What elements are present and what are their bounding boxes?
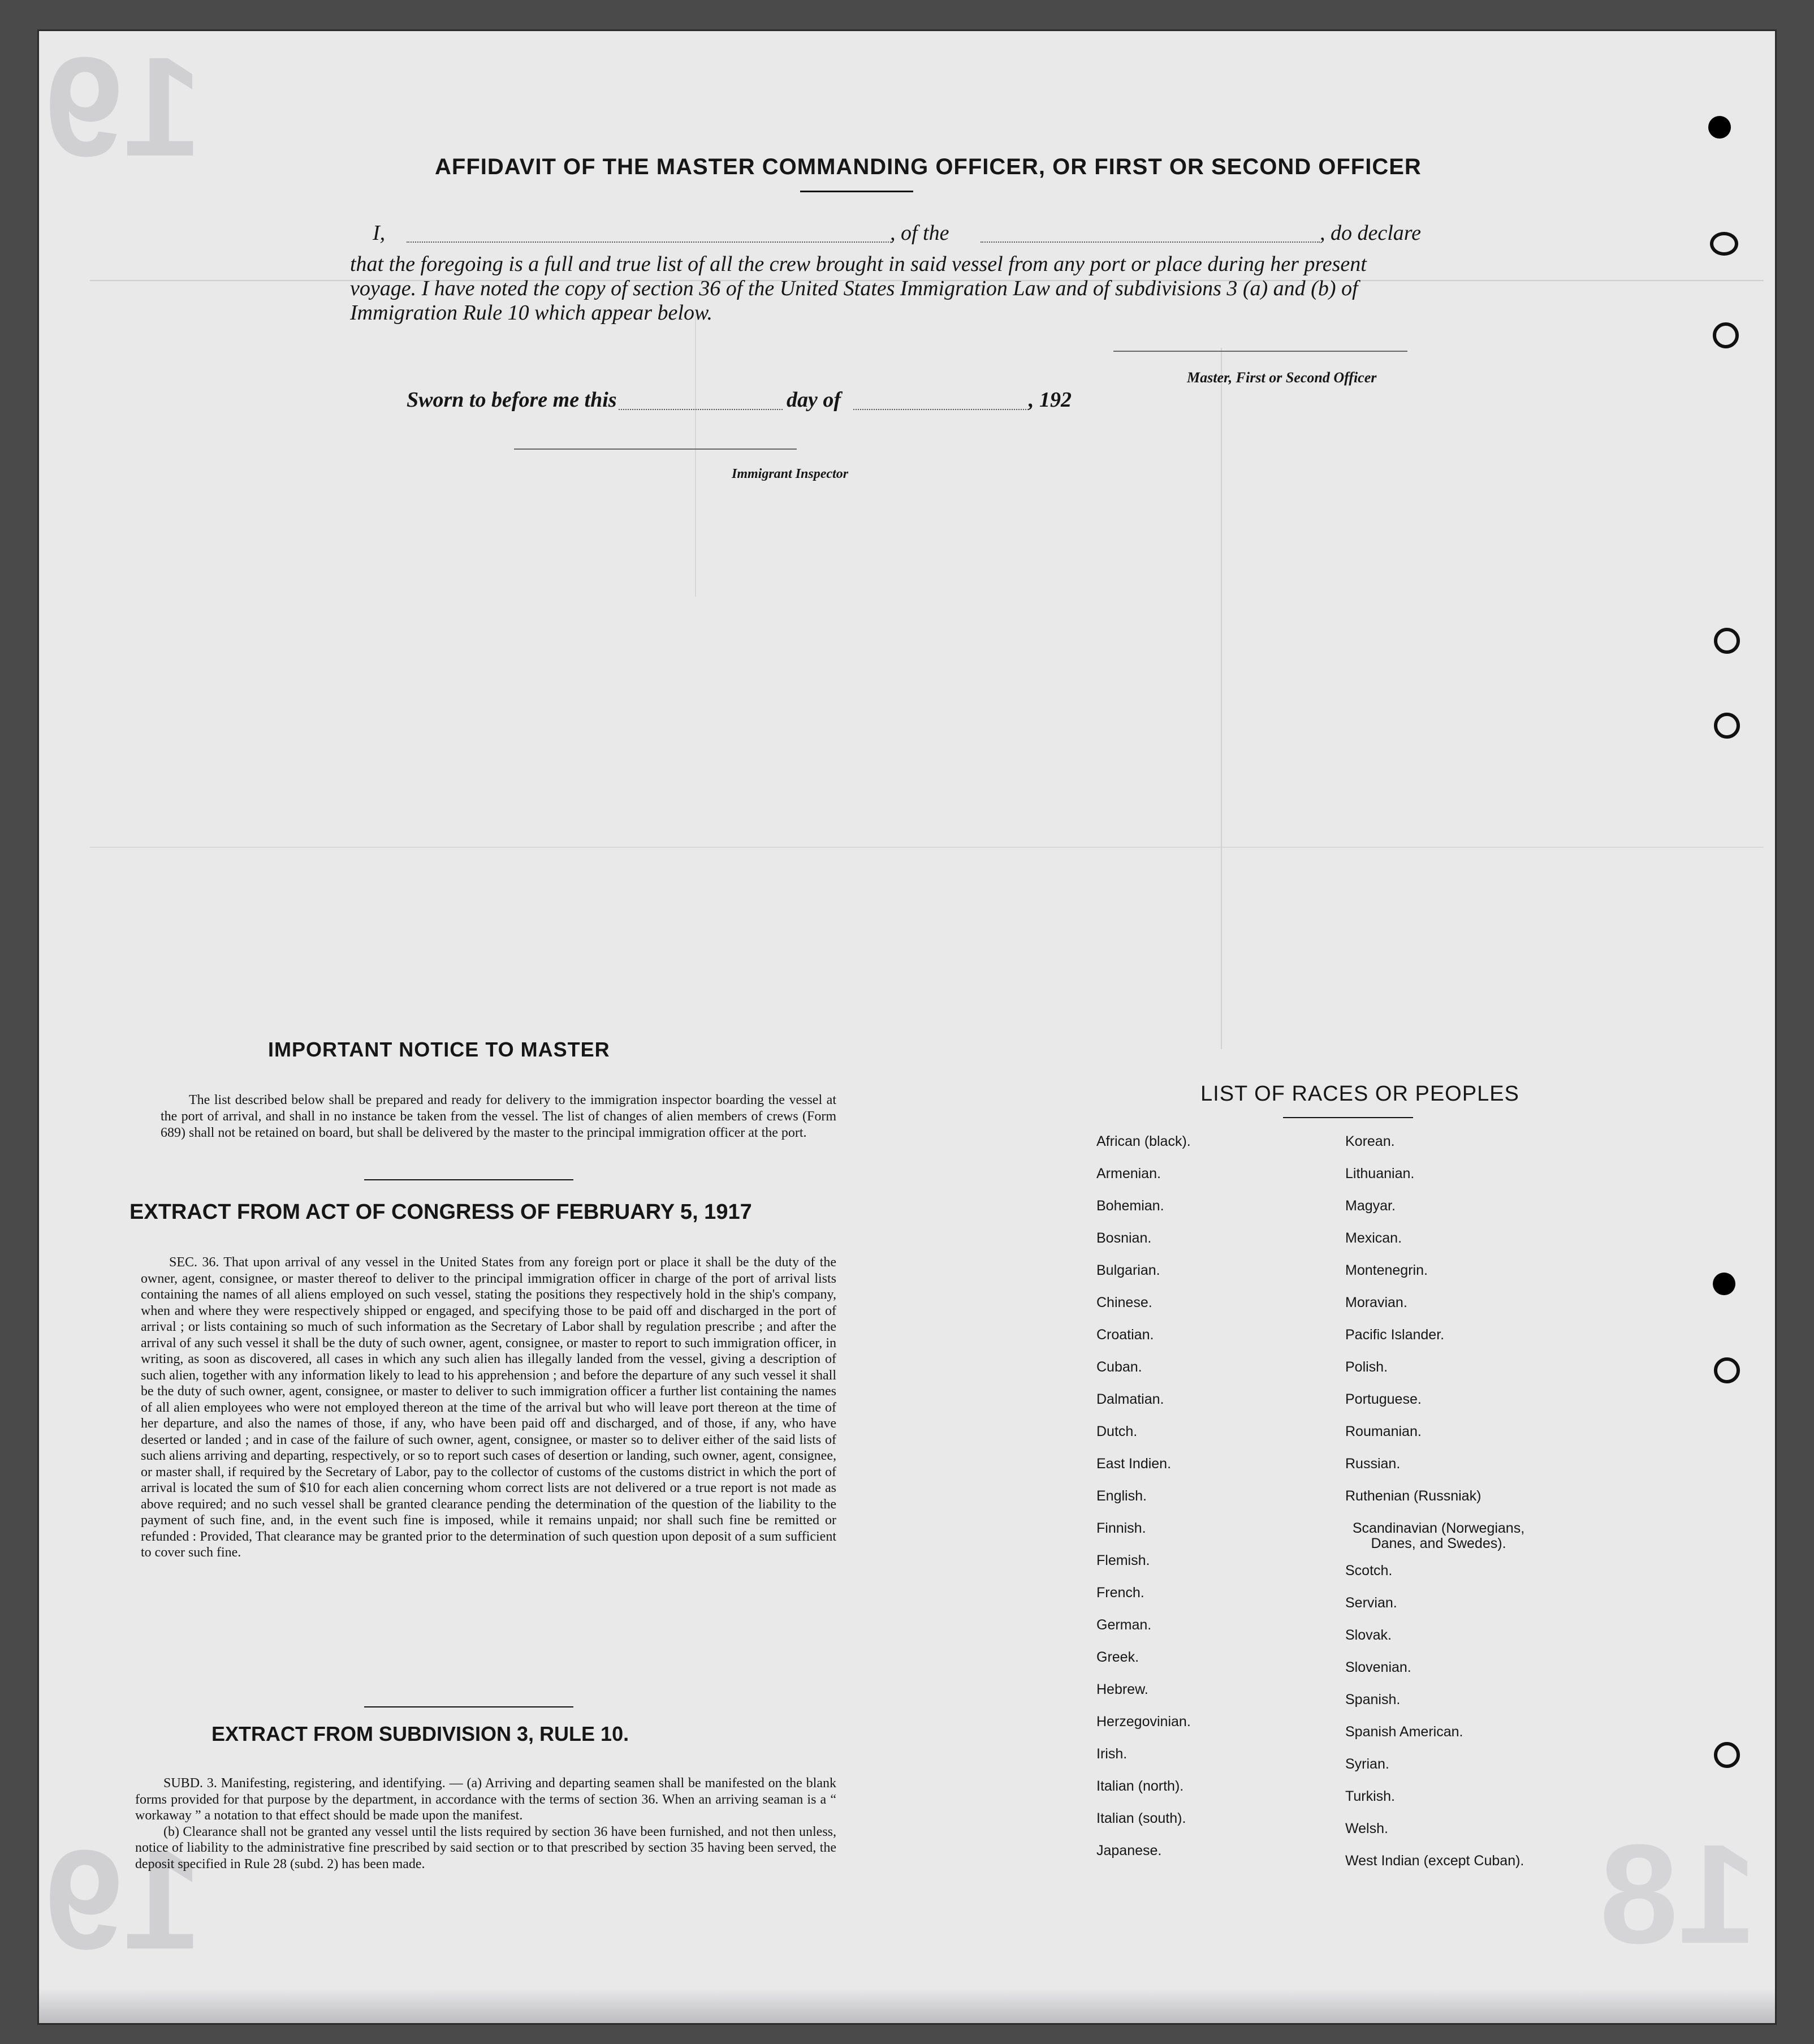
rule-subdivision-a: SUBD. 3. Manifesting, registering, and identifying. — (a) Arriving and departing seamen shall be manifested on the blank forms provided for that purpose by the department, in accordance with the terms of section 36. When an arriving seaman is a “ workaway ” a notation to that effect should be made upon the manifest. xyxy=(135,1776,836,1823)
race-item: Mexican. xyxy=(1345,1230,1402,1246)
affidavit-line-3: Immigration Rule 10 which appear below. xyxy=(350,301,713,325)
race-item: Bosnian. xyxy=(1096,1230,1152,1246)
race-item: West Indian (except Cuban). xyxy=(1345,1853,1524,1869)
race-item: Herzegovinian. xyxy=(1096,1714,1191,1730)
act-extract-text xyxy=(141,1254,836,1561)
race-item: Bulgarian. xyxy=(1096,1262,1160,1278)
sworn-day-blank xyxy=(619,409,783,410)
race-item: Greek. xyxy=(1096,1649,1139,1665)
declare-label: , do declare xyxy=(1320,221,1422,245)
race-item: Scotch. xyxy=(1345,1563,1393,1579)
race-item: Hebrew. xyxy=(1096,1681,1148,1697)
notice-title: IMPORTANT NOTICE TO MASTER xyxy=(268,1038,610,1061)
section-divider xyxy=(364,1179,573,1180)
race-item: Korean. xyxy=(1345,1133,1395,1149)
year-label: , 192 xyxy=(1029,388,1072,412)
rule-extract-text xyxy=(135,1775,836,1872)
race-item: East Indien. xyxy=(1096,1456,1172,1472)
document-page xyxy=(37,29,1777,2025)
race-item: English. xyxy=(1096,1488,1147,1504)
page-bottom-edge xyxy=(39,1988,1775,2023)
race-item: Slovak. xyxy=(1345,1627,1392,1643)
race-item: French. xyxy=(1096,1585,1144,1601)
affidavit-title: AFFIDAVIT OF THE MASTER COMMANDING OFFICER, OR FIRST OR SECOND OFFICER xyxy=(435,154,1422,179)
bleed-through-grid xyxy=(90,280,1764,848)
race-item: Spanish American. xyxy=(1345,1724,1463,1740)
race-item: Japanese. xyxy=(1096,1843,1162,1858)
race-item: Irish. xyxy=(1096,1746,1128,1762)
race-item: Pacific Islander. xyxy=(1345,1327,1445,1343)
master-signature-blank xyxy=(1113,351,1407,352)
race-item: Italian (south). xyxy=(1096,1810,1186,1826)
race-item: Portuguese. xyxy=(1345,1391,1422,1407)
inspector-label: Immigrant Inspector xyxy=(732,467,849,481)
rule-subdivision-b: (b) Clearance shall not be granted any vessel until the lists required by section 36 have been furnished, and not then unless, notice of liability to the administrative fine prescribed by said section or to that prescribed by section 35 having been served, the deposit specified in Rule 28 (subd. 2) has been made. xyxy=(135,1824,836,1871)
race-item: Croatian. xyxy=(1096,1327,1154,1343)
race-item: Flemish. xyxy=(1096,1553,1150,1568)
race-item: German. xyxy=(1096,1617,1152,1633)
race-item: Bohemian. xyxy=(1096,1198,1164,1214)
affidavit-line-1: that the foregoing is a full and true list of all the crew brought in said vessel from any port or place during her present xyxy=(350,252,1367,276)
rule-extract-title: EXTRACT FROM SUBDIVISION 3, RULE 10. xyxy=(211,1722,629,1745)
master-signature-label: Master, First or Second Officer xyxy=(1187,369,1377,386)
act-extract-title: EXTRACT FROM ACT OF CONGRESS OF FEBRUARY 5, 1917 xyxy=(129,1200,752,1224)
page-number-stamp-bottom-right: 18 xyxy=(1600,1815,1757,1973)
race-item: African (black). xyxy=(1096,1133,1191,1149)
punch-hole xyxy=(1714,1357,1740,1383)
race-item: Italian (north). xyxy=(1096,1778,1184,1794)
punch-hole xyxy=(1714,1742,1740,1768)
punch-hole xyxy=(1708,116,1731,139)
race-item: Moravian. xyxy=(1345,1295,1407,1310)
vessel-name-blank xyxy=(981,242,1320,243)
race-item: Magyar. xyxy=(1345,1198,1396,1214)
race-item: Polish. xyxy=(1345,1359,1388,1375)
declarant-name-blank xyxy=(407,242,893,243)
page-number-stamp-bottom: 19 xyxy=(45,1821,202,1978)
punch-hole xyxy=(1713,1273,1735,1295)
page-number-stamp-top: 19 xyxy=(45,29,202,186)
affidavit-line-2: voyage. I have noted the copy of section 36 of the United States Immigration Law and of subdivisions 3 (a) and (b) of xyxy=(350,277,1358,300)
officer-of-label: , of the xyxy=(890,221,949,245)
race-item: Servian. xyxy=(1345,1595,1397,1611)
race-item: Russian. xyxy=(1345,1456,1401,1472)
race-item: Cuban. xyxy=(1096,1359,1142,1375)
race-item: Scandinavian (Norwegians, Danes, and Swedes). xyxy=(1352,1520,1525,1551)
race-item: Turkish. xyxy=(1345,1788,1395,1804)
section-divider xyxy=(364,1706,573,1707)
notice-text xyxy=(161,1092,836,1141)
punch-hole xyxy=(1713,322,1739,348)
bleed-through-divider xyxy=(1221,348,1222,1049)
sworn-month-blank xyxy=(853,409,1029,410)
races-right-column xyxy=(1345,1134,1532,1886)
races-left-column xyxy=(1096,1134,1191,1875)
punch-hole xyxy=(1710,232,1738,256)
race-item: Armenian. xyxy=(1096,1166,1161,1181)
race-item: Welsh. xyxy=(1345,1821,1388,1836)
sworn-label: Sworn to before me this xyxy=(407,388,617,412)
race-item: Syrian. xyxy=(1345,1756,1389,1772)
declarant-label: I, xyxy=(373,221,386,245)
race-item: Dutch. xyxy=(1096,1424,1138,1439)
punch-hole xyxy=(1714,628,1740,654)
race-item: Lithuanian. xyxy=(1345,1166,1415,1181)
races-title-underline xyxy=(1283,1117,1413,1118)
race-item: Spanish. xyxy=(1345,1692,1401,1707)
race-item: Chinese. xyxy=(1096,1295,1152,1310)
race-item: Roumanian. xyxy=(1345,1424,1422,1439)
race-item: Dalmatian. xyxy=(1096,1391,1164,1407)
races-title: LIST OF RACES OR PEOPLES xyxy=(1200,1082,1519,1106)
title-underline xyxy=(800,191,913,192)
act-section-36: SEC. 36. That upon arrival of any vessel in the United States from any foreign port or place it shall be the duty of the owner, agent, consignee, or master thereof to deliver to the principal immigration officer in charge of the port of arrival lists containing the names of all aliens employed on such vessel, stating the positions they respectively hold in the ship's company, when and where they were respectively shipped or engaged, and specifying those to be paid off and discharged in the port of arrival ; or lists containing so much of such information as the Secretary of Labor shall by regulation prescribe ; and after the arrival of any such vessel it shall be the duty of such owner, agent, consignee, or master to report to such immigration officer, in writing, as soon as discovered, all cases in which any such alien has illegally landed from the vessel, giving a description of such alien, together with any information likely to lead to his apprehension ; and before the departure of any such vessel it shall be the duty of such owner, agent, consignee, or master to deliver to such immigration officer a further list containing the names of all alien employees who were not employed thereon at the time of the arrival but who will leave port thereon at the time of her departure, and also the names of those, if any, who have been paid off and discharged, and of those, if any, who have deserted or landed ; and in case of the failure of such owner, agent, consignee, or master so to deliver either of the said lists of such aliens arriving and departing, respectively, or so to report such cases of desertion or landing, such owner, agent, consignee, or master shall, if required by the Secretary of Labor, pay to the collector of customs of the customs district in which the port of arrival is located the sum of $10 for each alien concerning whom correct lists are not delivered or a true report is not made as above required; and no such vessel shall be granted clearance pending the determination of the question of the liability to the payment of such fine, and, in the event such fine is imposed, while it remains unpaid; nor shall such fine be remitted or refunded : Provided, That clearance may be granted prior to the determination of such question upon deposit of a sum sufficient to cover such fine. xyxy=(141,1255,836,1560)
inspector-signature-blank xyxy=(514,449,797,450)
race-item: Ruthenian (Russniak) xyxy=(1345,1488,1482,1504)
notice-paragraph: The list described below shall be prepared and ready for delivery to the immigration inspector boarding the vessel at the port of arrival, and shall in no instance be taken from the vessel. The list of changes of alien members of crews (Form 689) shall not be retained on board, but shall be delivered by the master to the principal immigration officer at the port. xyxy=(161,1093,836,1140)
race-item: Slovenian. xyxy=(1345,1659,1411,1675)
race-item: Montenegrin. xyxy=(1345,1262,1428,1278)
bleed-through-divider xyxy=(695,314,696,597)
punch-hole xyxy=(1714,713,1740,739)
race-item: Finnish. xyxy=(1096,1520,1146,1536)
day-of-label: day of xyxy=(787,388,841,412)
